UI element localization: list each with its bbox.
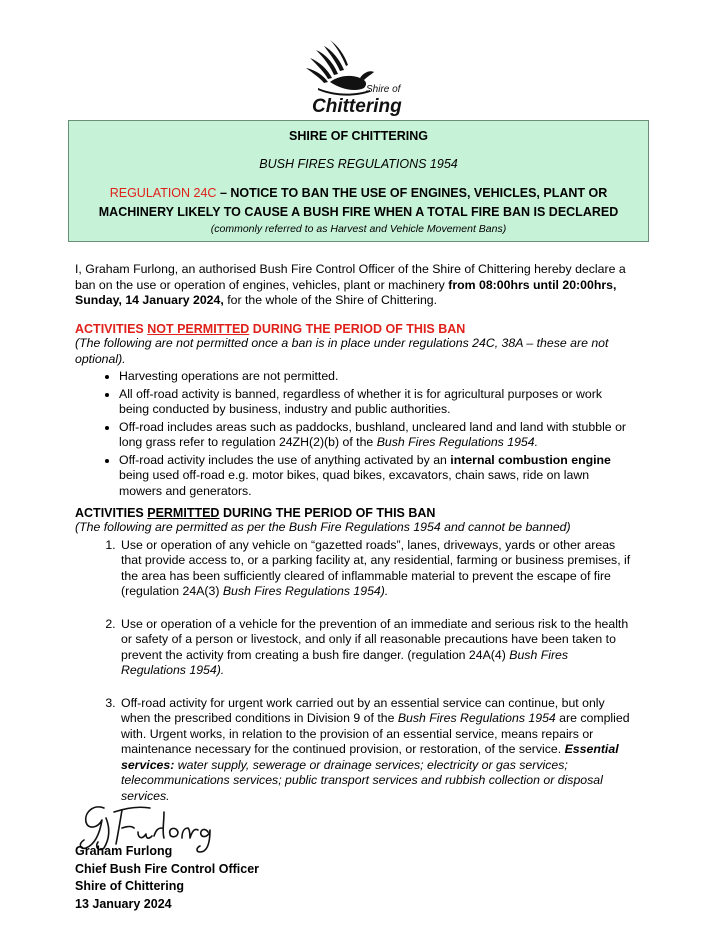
intro-text-1: I, Graham Furlong, an authorised Bush Fire Control Officer of the Shire of Chittering hereby declare a ban on the use or operation of engines, vehicles, plant or machinery [75, 262, 626, 292]
header-title: SHIRE OF CHITTERING [289, 129, 428, 143]
shire-logo [302, 36, 406, 116]
not-permitted-list [75, 369, 635, 499]
list-item: • Off-road activity includes the use of anything activated by an internal combustion engine being used off-road e.g. motor bikes, quad bikes, excavators, chain saws, ride on lawn mowers and generators. [119, 453, 635, 500]
swan-logo-icon [302, 36, 406, 116]
permitted-list [75, 538, 635, 805]
intro-paragraph [75, 262, 635, 309]
signature-block [75, 843, 259, 913]
header-subtitle: BUSH FIRES REGULATIONS 1954 [259, 157, 458, 171]
regulation-label: REGULATION 24C [109, 186, 217, 200]
signatory-name: Graham Furlong [75, 844, 173, 858]
not-permitted-section [75, 322, 635, 501]
signatory-org: Shire of Chittering [75, 879, 185, 893]
permitted-heading: ACTIVITIES PERMITTED DURING THE PERIOD OF THIS BAN [75, 506, 436, 520]
not-permitted-heading: ACTIVITIES NOT PERMITTED DURING THE PERIOD OF THIS BAN [75, 322, 466, 336]
signature-date: 13 January 2024 [75, 896, 172, 911]
not-permitted-note: (The following are not permitted once a ban is in place under regulations 24C, 38A – these are not optional). [75, 336, 609, 366]
list-item: 1. Use or operation of any vehicle on “gazetted roads”, lanes, driveways, yards or other areas that provide access to, or a parking facility at, any residential, farming or business premises, if the area has been sufficiently cleared of inflammable material to prevent the escape of fire (regulation 24A(3) Bush Fires Regulations 1954). [119, 538, 635, 600]
header-regulation [69, 184, 648, 222]
list-item: • All off-road activity is banned, regardless of whether it is for agricultural purposes or work being conducted by business, industry and public authorities. [119, 387, 635, 418]
intro-ban-period: from 08:00hrs until 20:00hrs, Sunday, 14 January 2024, [75, 277, 617, 307]
regulation-text-2: MACHINERY LIKELY TO CAUSE A BUSH FIRE WHEN A TOTAL FIRE BAN IS DECLARED [98, 205, 619, 219]
list-item: 3. Off-road activity for urgent work carried out by an essential service can continue, but only when the prescribed conditions in Division 9 of the Bush Fires Regulations 1954 are complied with. Urgent works, in relation to the provision of an essential service, means repairs or maintenance necessary for the continued provision, or restoration, of the service. Essential services: water supply, sewerage or drainage services; electricity or gas services; telecommunications services; public transport services and rubbish collection or disposal services. [119, 696, 635, 805]
logo-line1: Shire of [366, 84, 401, 95]
list-item: • Off-road includes areas such as paddocks, bushland, uncleared land and land with stubble or long grass refer to regulation 24ZH(2)(b) of the Bush Fires Regulations 1954. [119, 420, 635, 451]
notice-header-box [68, 120, 649, 242]
header-note: (commonly referred to as Harvest and Vehicle Movement Bans) [210, 223, 507, 235]
signatory-role: Chief Bush Fire Control Officer [75, 861, 260, 876]
permitted-section [75, 506, 635, 821]
list-item: • Harvesting operations are not permitted. [119, 369, 635, 385]
list-item: 2. Use or operation of a vehicle for the prevention of an immediate and serious risk to the health or safety of a person or livestock, and only if all reasonable precautions have been taken to prevent the activity from creating a bush fire danger. (regulation 24A(4) Bush Fires Regulations 1954). [119, 617, 635, 679]
logo-line2: Chittering [312, 96, 402, 116]
permitted-note: (The following are permitted as per the Bush Fire Regulations 1954 and cannot be banned) [75, 520, 571, 534]
regulation-text-1: – NOTICE TO BAN THE USE OF ENGINES, VEHICLES, PLANT OR [216, 186, 608, 200]
intro-text-2: for the whole of the Shire of Chittering. [223, 293, 438, 307]
